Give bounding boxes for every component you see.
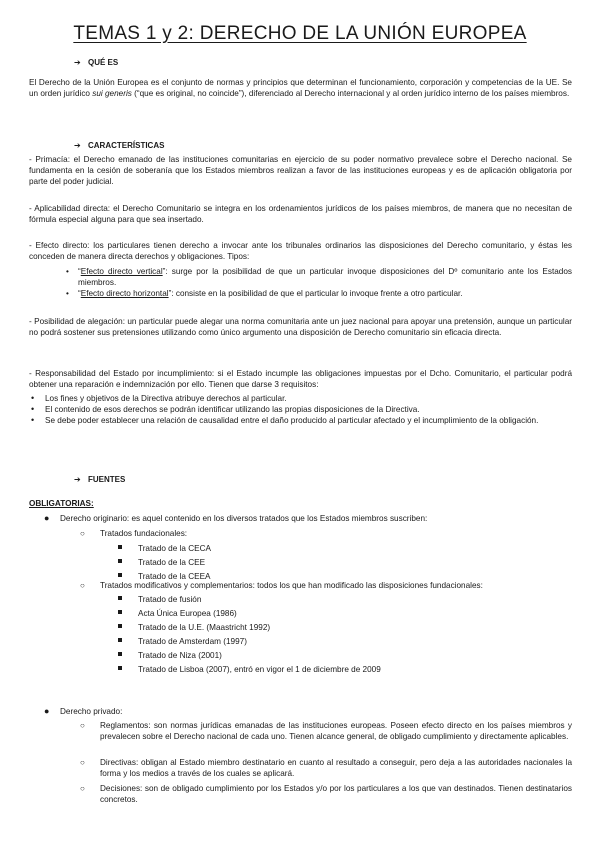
item-text: Tratado de la CECA (138, 544, 211, 553)
text-run: ”: surge por la posibilidad de que un particular invoque disposiciones del Dº comunitario ante los Estados miembros. (78, 267, 572, 288)
efecto-directo-paragraph: - Efecto directo: los particulares tienen derecho a invocar ante los tribunales ordinarios las disposiciones del Derecho comunitario, y éstas les conceden de manera directa derechos y obligaciones. Tipos: (29, 241, 572, 262)
item-text: Tratado de Amsterdam (1997) (138, 637, 247, 646)
list-item (118, 557, 558, 568)
italic-term: sui generis (92, 89, 132, 99)
list-item: • Se debe poder establecer una relación de causalidad entre el daño producido al particular afectado y el incumplimiento de la obligación. (31, 415, 571, 426)
item-text: Reglamentos: son normas jurídicas emanadas de las instituciones europeas. Poseen efecto directo en los países miembros y prevalecen sobre el Derecho nacional de cada uno. Tienen alcance general, de obligado cumplimiento y directamente aplicables. (100, 721, 572, 742)
que-es-paragraph (29, 77, 572, 99)
square-bullet-icon (118, 624, 122, 628)
aplicabilidad-paragraph: - Aplicabilidad directa: el Derecho Comunitario se integra en los ordenamientos jurídicos de los países miembros, de manera que no necesitan de fórmula especial alguna para que sea insertado. (29, 204, 572, 225)
heading-caracteristicas (74, 140, 164, 151)
heading-que-es (74, 57, 118, 68)
square-bullet-icon (118, 666, 122, 670)
heading-label: QUÉ ES (88, 58, 119, 67)
page-title: TEMAS 1 y 2: DERECHO DE LA UNIÓN EUROPEA (73, 23, 527, 44)
item-text: Tratado de fusión (138, 595, 202, 604)
derecho-originario-item (44, 513, 572, 524)
circle-bullet-icon: ○ (80, 529, 85, 538)
text-run: El Derecho de la Unión Europea es el conjunto de normas y principios que determinan el funcionamiento, corporación y competencias de la UE. Se un orden jurídico (29, 78, 572, 99)
derecho-privado-item (44, 706, 572, 717)
list-item (118, 650, 558, 661)
item-text: Tratado de Lisboa (2007), entró en vigor el 1 de diciembre de 2009 (138, 665, 381, 674)
quote-mark: “ (78, 267, 81, 276)
square-bullet-icon (118, 596, 122, 600)
item-text: Tratado de la CEE (138, 558, 206, 567)
bullet-icon: ● (44, 513, 50, 523)
square-bullet-icon (118, 638, 122, 642)
list-item (118, 622, 558, 633)
quote-mark: “ (78, 289, 81, 299)
list-item: • El contenido de esos derechos se podrán identificar utilizando las propias disposiciones de la Directiva. (31, 404, 571, 415)
primacia-paragraph: - Primacía: el Derecho emanado de las instituciones comunitarias en ejercicio de su poder normativo prevalece sobre el Derecho nacional. Se fundamenta en la cesión de soberanía que los Estados miembros realizan a favor de las instituciones europeas y es de aplicación obligatoria por parte del poder judicial. (29, 155, 572, 187)
directivas-item (80, 757, 572, 779)
list-item: • Los fines y objetivos de la Directiva atribuye derechos al particular. (31, 393, 571, 404)
square-bullet-icon (118, 652, 122, 656)
square-bullet-icon (118, 559, 122, 563)
requisitos-list (31, 393, 571, 427)
item-text: Acta Única Europea (1986) (138, 609, 237, 618)
list-item (118, 608, 558, 619)
obligatorias-label: OBLIGATORIAS: (29, 499, 94, 508)
reglamentos-item (80, 720, 572, 742)
circle-bullet-icon: ○ (80, 758, 85, 767)
item-text: Tratado de Niza (2001) (138, 651, 222, 660)
modificativos-item (80, 580, 572, 591)
item-text: Directivas: obligan al Estado miembro destinatario en cuanto al resultado a conseguir, pero deja a las autoridades nacionales la forma y los medios a través de los cuales se aplicará. (100, 758, 572, 779)
bullet-icon: ● (44, 706, 50, 716)
square-bullet-icon (118, 573, 122, 577)
item-text: Tratados modificativos y complementarios: todos los que han modificado las disposiciones fundacionales: (100, 581, 483, 590)
circle-bullet-icon: ○ (80, 721, 85, 730)
circle-bullet-icon: ○ (80, 581, 85, 590)
heading-fuentes (74, 474, 125, 485)
underlined-term: Efecto directo vertical (80, 267, 163, 276)
list-item (118, 543, 558, 554)
list-item (118, 664, 558, 675)
square-bullet-icon (118, 610, 122, 614)
heading-label: CARACTERÍSTICAS (88, 141, 165, 150)
alegacion-paragraph: - Posibilidad de alegación: un particular puede alegar una norma comunitaria ante un juez nacional para apoyar una pretensión, aunque un particular no podrá sostener sus pretensiones utilizando como único argumento una disposición de Derecho comunitario sin eficacia directa. (29, 317, 572, 338)
item-text: Tratado de la U.E. (Maastricht 1992) (138, 623, 271, 632)
arrow-icon: ➔ (74, 58, 81, 67)
square-bullet-icon (118, 545, 122, 549)
fundacionales-item (80, 528, 572, 539)
item-text: Tratados fundacionales: (100, 529, 188, 538)
list-item (66, 288, 572, 299)
item-text: Derecho privado: (60, 707, 123, 716)
list-item (118, 594, 558, 605)
efecto-directo-tipos (66, 266, 572, 300)
heading-label: FUENTES (88, 475, 126, 484)
responsabilidad-paragraph: - Responsabilidad del Estado por incumplimiento: si el Estado incumple las obligaciones impuestas por el Dcho. Comunitario, el particular podrá obtener una reparación e indemnización por ello. Tienen que darse 3 requisitos: (29, 369, 572, 390)
item-text: Tratado de la CEEA (138, 572, 211, 581)
underlined-term: Efecto directo horizontal (80, 289, 169, 299)
item-text: Derecho originario: es aquel contenido en los diversos tratados que los Estados miembros suscriben: (60, 514, 428, 523)
list-item (66, 266, 572, 288)
arrow-icon: ➔ (74, 141, 81, 150)
text-run: ”: consiste en la posibilidad de que el particular lo invoque frente a otro particular. (168, 289, 463, 299)
text-run: (“que es original, no coincide”), diferenciado al Derecho internacional y al orden jurídico interno de los países miembros. (131, 89, 570, 99)
circle-bullet-icon: ○ (80, 784, 85, 793)
decisiones-item (80, 783, 572, 805)
item-text: Decisiones: son de obligado cumplimiento por los Estados y/o por los particulares a los que van destinados. Tienen destinatarios concretos. (100, 784, 572, 805)
list-item (118, 636, 558, 647)
arrow-icon: ➔ (74, 475, 81, 484)
